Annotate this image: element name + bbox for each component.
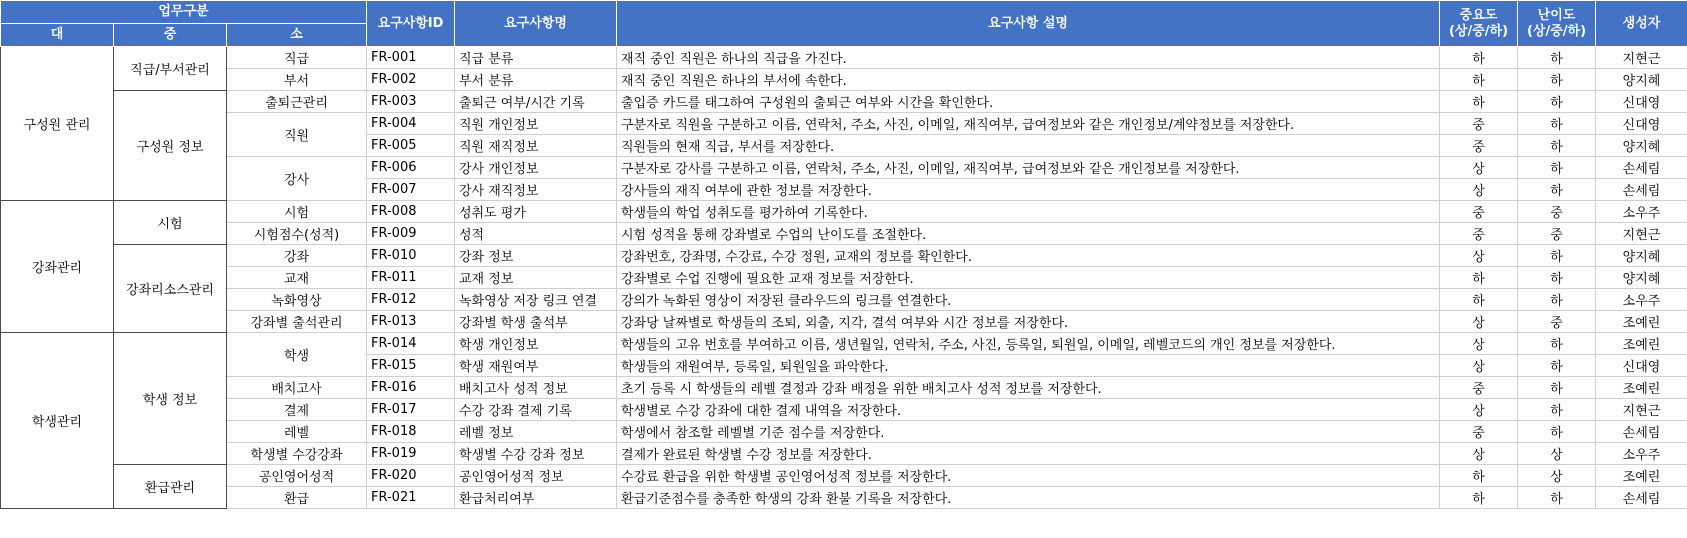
author-cell: 조예린 <box>1596 311 1687 333</box>
req-name-cell: 교재 정보 <box>455 267 617 289</box>
importance-cell: 하 <box>1440 289 1518 311</box>
importance-cell: 하 <box>1440 465 1518 487</box>
difficulty-cell: 하 <box>1518 289 1596 311</box>
req-name-cell: 성취도 평가 <box>455 201 617 223</box>
group-small-cell: 레벨 <box>227 421 367 443</box>
table-row <box>1 91 1687 113</box>
req-desc-cell: 강좌별로 수업 진행에 필요한 교재 정보를 저장한다. <box>617 267 1440 289</box>
req-name-cell: 직원 개인정보 <box>455 113 617 135</box>
req-desc-cell: 강의가 녹화된 영상이 저장된 클라우드의 링크를 연결한다. <box>617 289 1440 311</box>
author-cell: 손세림 <box>1596 421 1687 443</box>
req-id-cell: FR-007 <box>367 179 455 201</box>
header-mid: 중 <box>114 24 227 47</box>
req-id-cell: FR-017 <box>367 399 455 421</box>
author-cell: 신대영 <box>1596 355 1687 377</box>
req-id-cell: FR-004 <box>367 113 455 135</box>
table-row <box>1 289 1687 311</box>
req-name-cell: 직원 재직정보 <box>455 135 617 157</box>
group-small-cell: 강좌별 출석관리 <box>227 311 367 333</box>
author-cell: 양지혜 <box>1596 135 1687 157</box>
group-small-cell: 직원 <box>227 113 367 157</box>
req-desc-cell: 구분자로 직원을 구분하고 이름, 연락처, 주소, 사진, 이메일, 재직여부, 급여정보와 같은 개인정보/계약정보를 저장한다. <box>617 113 1440 135</box>
group-small-cell: 직급 <box>227 47 367 69</box>
group-mid-cell: 직급/부서관리 <box>114 47 227 91</box>
req-id-cell: FR-019 <box>367 443 455 465</box>
req-name-cell: 수강 강좌 결제 기록 <box>455 399 617 421</box>
difficulty-cell: 하 <box>1518 157 1596 179</box>
importance-cell: 중 <box>1440 377 1518 399</box>
req-name-cell: 공인영어성적 정보 <box>455 465 617 487</box>
importance-cell: 상 <box>1440 399 1518 421</box>
req-name-cell: 부서 분류 <box>455 69 617 91</box>
importance-cell: 하 <box>1440 47 1518 69</box>
difficulty-cell: 하 <box>1518 421 1596 443</box>
req-desc-cell: 재직 중인 직원은 하나의 부서에 속한다. <box>617 69 1440 91</box>
req-id-cell: FR-015 <box>367 355 455 377</box>
difficulty-cell: 중 <box>1518 201 1596 223</box>
req-name-cell: 성적 <box>455 223 617 245</box>
author-cell: 조예린 <box>1596 377 1687 399</box>
req-desc-cell: 직원들의 현재 직급, 부서를 저장한다. <box>617 135 1440 157</box>
req-desc-cell: 수강료 환급을 위한 학생별 공인영어성적 정보를 저장한다. <box>617 465 1440 487</box>
group-small-cell: 공인영어성적 <box>227 465 367 487</box>
author-cell: 손세림 <box>1596 487 1687 509</box>
group-mid-cell: 시험 <box>114 201 227 245</box>
importance-cell: 하 <box>1440 487 1518 509</box>
importance-cell: 중 <box>1440 135 1518 157</box>
author-cell: 지현근 <box>1596 399 1687 421</box>
group-big-cell: 구성원 관리 <box>1 47 114 201</box>
importance-cell: 상 <box>1440 443 1518 465</box>
author-cell: 신대영 <box>1596 113 1687 135</box>
req-id-cell: FR-013 <box>367 311 455 333</box>
difficulty-cell: 상 <box>1518 443 1596 465</box>
req-id-cell: FR-009 <box>367 223 455 245</box>
req-id-cell: FR-005 <box>367 135 455 157</box>
author-cell: 조예린 <box>1596 333 1687 355</box>
req-desc-cell: 강사들의 재직 여부에 관한 정보를 저장한다. <box>617 179 1440 201</box>
author-cell: 조예린 <box>1596 465 1687 487</box>
table-row <box>1 113 1687 135</box>
req-name-cell: 학생 개인정보 <box>455 333 617 355</box>
req-name-cell: 출퇴근 여부/시간 기록 <box>455 91 617 113</box>
difficulty-cell: 하 <box>1518 91 1596 113</box>
difficulty-cell: 하 <box>1518 355 1596 377</box>
req-desc-cell: 결제가 완료된 학생별 수강 정보를 저장한다. <box>617 443 1440 465</box>
importance-cell: 상 <box>1440 245 1518 267</box>
difficulty-cell: 중 <box>1518 223 1596 245</box>
author-cell: 양지혜 <box>1596 245 1687 267</box>
author-cell: 지현근 <box>1596 223 1687 245</box>
group-big-cell: 강좌관리 <box>1 201 114 333</box>
group-small-cell: 학생 <box>227 333 367 377</box>
importance-cell: 상 <box>1440 355 1518 377</box>
difficulty-cell: 하 <box>1518 47 1596 69</box>
req-name-cell: 배치고사 성적 정보 <box>455 377 617 399</box>
req-desc-cell: 강좌당 날짜별로 학생들의 조퇴, 외출, 지각, 결석 여부와 시간 정보를 저장한다. <box>617 311 1440 333</box>
req-desc-cell: 시험 성적을 통해 강좌별로 수업의 난이도를 조절한다. <box>617 223 1440 245</box>
header-author: 생성자 <box>1596 1 1687 47</box>
importance-cell: 상 <box>1440 311 1518 333</box>
group-mid-cell: 학생 정보 <box>114 333 227 465</box>
table-row <box>1 47 1687 69</box>
importance-cell: 중 <box>1440 223 1518 245</box>
req-name-cell: 레벨 정보 <box>455 421 617 443</box>
table-row <box>1 201 1687 223</box>
req-id-cell: FR-003 <box>367 91 455 113</box>
header-req-id: 요구사항ID <box>367 1 455 47</box>
author-cell: 신대영 <box>1596 91 1687 113</box>
group-small-cell: 부서 <box>227 69 367 91</box>
req-desc-cell: 학생들의 재원여부, 등록일, 퇴원일을 파악한다. <box>617 355 1440 377</box>
table-row <box>1 421 1687 443</box>
header-business: 업무구분 <box>1 1 367 24</box>
table-row <box>1 245 1687 267</box>
req-name-cell: 강사 재직정보 <box>455 179 617 201</box>
group-small-cell: 결제 <box>227 399 367 421</box>
req-desc-cell: 학생에서 참조할 레벨별 기준 점수를 저장한다. <box>617 421 1440 443</box>
importance-cell: 하 <box>1440 91 1518 113</box>
req-name-cell: 강사 개인정보 <box>455 157 617 179</box>
req-id-cell: FR-006 <box>367 157 455 179</box>
group-small-cell: 강좌 <box>227 245 367 267</box>
group-small-cell: 학생별 수강강좌 <box>227 443 367 465</box>
group-mid-cell: 강좌리소스관리 <box>114 245 227 333</box>
req-name-cell: 환급처리여부 <box>455 487 617 509</box>
group-small-cell: 시험 <box>227 201 367 223</box>
group-mid-cell: 환급관리 <box>114 465 227 509</box>
req-desc-cell: 학생들의 고유 번호를 부여하고 이름, 생년월일, 연락처, 주소, 사진, 등록일, 퇴원일, 이메일, 레벨코드의 개인 정보를 저장한다. <box>617 333 1440 355</box>
importance-cell: 중 <box>1440 113 1518 135</box>
importance-cell: 상 <box>1440 157 1518 179</box>
difficulty-cell: 하 <box>1518 69 1596 91</box>
table-row <box>1 377 1687 399</box>
req-id-cell: FR-018 <box>367 421 455 443</box>
req-id-cell: FR-021 <box>367 487 455 509</box>
req-name-cell: 강좌 정보 <box>455 245 617 267</box>
table-row <box>1 399 1687 421</box>
group-small-cell: 교재 <box>227 267 367 289</box>
difficulty-cell: 하 <box>1518 135 1596 157</box>
difficulty-cell: 하 <box>1518 245 1596 267</box>
req-id-cell: FR-012 <box>367 289 455 311</box>
req-desc-cell: 학생별로 수강 강좌에 대한 결제 내역을 저장한다. <box>617 399 1440 421</box>
group-small-cell: 출퇴근관리 <box>227 91 367 113</box>
req-name-cell: 강좌별 학생 출석부 <box>455 311 617 333</box>
req-desc-cell: 출입증 카드를 태그하여 구성원의 출퇴근 여부와 시간을 확인한다. <box>617 91 1440 113</box>
importance-cell: 중 <box>1440 421 1518 443</box>
table-row <box>1 69 1687 91</box>
difficulty-cell: 하 <box>1518 399 1596 421</box>
difficulty-cell: 하 <box>1518 487 1596 509</box>
req-name-cell: 녹화영상 저장 링크 연결 <box>455 289 617 311</box>
req-id-cell: FR-020 <box>367 465 455 487</box>
importance-cell: 하 <box>1440 69 1518 91</box>
header-difficulty: 난이도 (상/중/하) <box>1518 1 1596 47</box>
table-row <box>1 267 1687 289</box>
group-small-cell: 배치고사 <box>227 377 367 399</box>
importance-cell: 중 <box>1440 201 1518 223</box>
req-desc-cell: 환급기준점수를 충족한 학생의 강좌 환불 기록을 저장한다. <box>617 487 1440 509</box>
req-name-cell: 직급 분류 <box>455 47 617 69</box>
author-cell: 양지혜 <box>1596 267 1687 289</box>
req-id-cell: FR-010 <box>367 245 455 267</box>
group-small-cell: 시험점수(성적) <box>227 223 367 245</box>
req-id-cell: FR-002 <box>367 69 455 91</box>
header-big: 대 <box>1 24 114 47</box>
author-cell: 손세림 <box>1596 179 1687 201</box>
req-name-cell: 학생 재원여부 <box>455 355 617 377</box>
req-id-cell: FR-016 <box>367 377 455 399</box>
req-id-cell: FR-014 <box>367 333 455 355</box>
table-row <box>1 487 1687 509</box>
req-desc-cell: 구분자로 강사를 구분하고 이름, 연락처, 주소, 사진, 이메일, 재직여부, 급여정보와 같은 개인정보를 저장한다. <box>617 157 1440 179</box>
author-cell: 양지혜 <box>1596 69 1687 91</box>
header-small: 소 <box>227 24 367 47</box>
req-id-cell: FR-001 <box>367 47 455 69</box>
difficulty-cell: 하 <box>1518 267 1596 289</box>
group-big-cell: 학생관리 <box>1 333 114 509</box>
difficulty-cell: 하 <box>1518 113 1596 135</box>
req-desc-cell: 재직 중인 직원은 하나의 직급을 가진다. <box>617 47 1440 69</box>
author-cell: 소우주 <box>1596 201 1687 223</box>
group-small-cell: 강사 <box>227 157 367 201</box>
table-row <box>1 311 1687 333</box>
author-cell: 손세림 <box>1596 157 1687 179</box>
author-cell: 지현근 <box>1596 47 1687 69</box>
difficulty-cell: 중 <box>1518 311 1596 333</box>
difficulty-cell: 상 <box>1518 465 1596 487</box>
importance-cell: 상 <box>1440 333 1518 355</box>
req-id-cell: FR-011 <box>367 267 455 289</box>
table-row <box>1 223 1687 245</box>
difficulty-cell: 하 <box>1518 377 1596 399</box>
table-row <box>1 157 1687 179</box>
difficulty-cell: 하 <box>1518 333 1596 355</box>
table-row <box>1 443 1687 465</box>
req-desc-cell: 학생들의 학업 성취도를 평가하여 기록한다. <box>617 201 1440 223</box>
author-cell: 소우주 <box>1596 289 1687 311</box>
header-importance: 중요도 (상/중/하) <box>1440 1 1518 47</box>
req-name-cell: 학생별 수강 강좌 정보 <box>455 443 617 465</box>
importance-cell: 하 <box>1440 267 1518 289</box>
req-desc-cell: 강좌번호, 강좌명, 수강료, 수강 정원, 교재의 정보를 확인한다. <box>617 245 1440 267</box>
group-small-cell: 녹화영상 <box>227 289 367 311</box>
header-req-desc: 요구사항 설명 <box>617 1 1440 47</box>
header-req-name: 요구사항명 <box>455 1 617 47</box>
table-row <box>1 465 1687 487</box>
req-desc-cell: 초기 등록 시 학생들의 레벨 결정과 강좌 배정을 위한 배치고사 성적 정보를 저장한다. <box>617 377 1440 399</box>
group-mid-cell: 구성원 정보 <box>114 91 227 201</box>
importance-cell: 상 <box>1440 179 1518 201</box>
group-small-cell: 환급 <box>227 487 367 509</box>
table-row <box>1 333 1687 355</box>
author-cell: 소우주 <box>1596 443 1687 465</box>
difficulty-cell: 하 <box>1518 179 1596 201</box>
req-id-cell: FR-008 <box>367 201 455 223</box>
